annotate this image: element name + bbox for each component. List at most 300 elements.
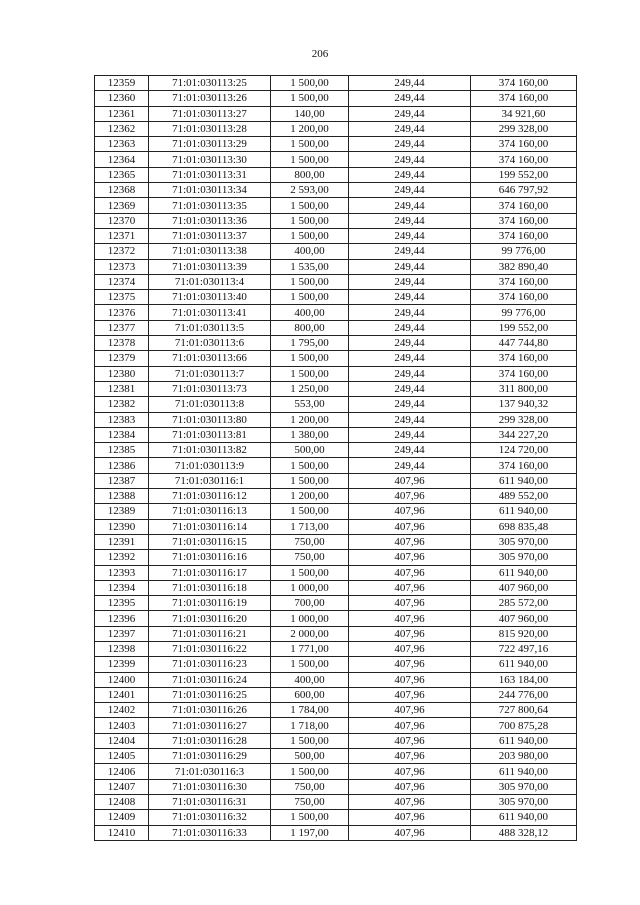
- cadastral-value-cell: 244 776,00: [471, 687, 577, 702]
- area-cell: 1 000,00: [271, 580, 349, 595]
- row-number-cell: 12363: [95, 137, 149, 152]
- table-row: [95, 244, 577, 259]
- cadastral-value-cell: 407 960,00: [471, 611, 577, 626]
- table-row: [95, 228, 577, 243]
- row-number-cell: 12410: [95, 825, 149, 840]
- area-cell: 1 500,00: [271, 565, 349, 580]
- cadastral-number-cell: 71:01:030116:21: [149, 626, 271, 641]
- area-cell: 500,00: [271, 749, 349, 764]
- table-row: [95, 519, 577, 534]
- area-cell: 400,00: [271, 672, 349, 687]
- row-number-cell: 12391: [95, 534, 149, 549]
- cadastral-number-cell: 71:01:030116:13: [149, 504, 271, 519]
- cadastral-value-cell: 99 776,00: [471, 305, 577, 320]
- cadastral-value-cell: 203 980,00: [471, 749, 577, 764]
- specific-value-cell: 407,96: [349, 580, 471, 595]
- cadastral-value-cell: 700 875,28: [471, 718, 577, 733]
- cadastral-number-cell: 71:01:030116:32: [149, 810, 271, 825]
- cadastral-number-cell: 71:01:030113:82: [149, 443, 271, 458]
- cadastral-number-cell: 71:01:030113:81: [149, 427, 271, 442]
- table-row: [95, 794, 577, 809]
- row-number-cell: 12369: [95, 198, 149, 213]
- row-number-cell: 12383: [95, 412, 149, 427]
- table-row: [95, 443, 577, 458]
- table-row: [95, 764, 577, 779]
- cadastral-number-cell: 71:01:030113:5: [149, 320, 271, 335]
- cadastral-number-cell: 71:01:030113:40: [149, 290, 271, 305]
- specific-value-cell: 249,44: [349, 320, 471, 335]
- specific-value-cell: 249,44: [349, 183, 471, 198]
- cadastral-value-cell: 611 940,00: [471, 764, 577, 779]
- specific-value-cell: 407,96: [349, 657, 471, 672]
- area-cell: 1 500,00: [271, 274, 349, 289]
- specific-value-cell: 407,96: [349, 733, 471, 748]
- specific-value-cell: 249,44: [349, 137, 471, 152]
- table-row: [95, 733, 577, 748]
- cadastral-value-cell: 374 160,00: [471, 274, 577, 289]
- area-cell: 1 500,00: [271, 733, 349, 748]
- cadastral-number-cell: 71:01:030116:3: [149, 764, 271, 779]
- table-row: [95, 274, 577, 289]
- area-cell: 1 200,00: [271, 121, 349, 136]
- area-cell: 1 500,00: [271, 137, 349, 152]
- table-row: [95, 779, 577, 794]
- table-row: [95, 397, 577, 412]
- area-cell: 400,00: [271, 305, 349, 320]
- row-number-cell: 12386: [95, 458, 149, 473]
- table-row: [95, 580, 577, 595]
- specific-value-cell: 407,96: [349, 596, 471, 611]
- specific-value-cell: 407,96: [349, 825, 471, 840]
- cadastral-value-cell: 374 160,00: [471, 91, 577, 106]
- row-number-cell: 12399: [95, 657, 149, 672]
- specific-value-cell: 407,96: [349, 611, 471, 626]
- cadastral-value-cell: 34 921,60: [471, 106, 577, 121]
- area-cell: 1 500,00: [271, 91, 349, 106]
- specific-value-cell: 407,96: [349, 687, 471, 702]
- cadastral-value-cell: 382 890,40: [471, 259, 577, 274]
- cadastral-value-cell: 815 920,00: [471, 626, 577, 641]
- cadastral-value-cell: 299 328,00: [471, 121, 577, 136]
- area-cell: 750,00: [271, 779, 349, 794]
- cadastral-value-cell: 374 160,00: [471, 366, 577, 381]
- cadastral-value-cell: 611 940,00: [471, 657, 577, 672]
- cadastral-number-cell: 71:01:030113:80: [149, 412, 271, 427]
- specific-value-cell: 407,96: [349, 672, 471, 687]
- cadastral-value-cell: 137 940,32: [471, 397, 577, 412]
- area-cell: 1 200,00: [271, 412, 349, 427]
- cadastral-number-cell: 71:01:030113:6: [149, 336, 271, 351]
- cadastral-number-cell: 71:01:030116:16: [149, 550, 271, 565]
- cadastral-number-cell: 71:01:030116:33: [149, 825, 271, 840]
- table-row: [95, 810, 577, 825]
- row-number-cell: 12405: [95, 749, 149, 764]
- cadastral-number-cell: 71:01:030113:39: [149, 259, 271, 274]
- specific-value-cell: 249,44: [349, 290, 471, 305]
- specific-value-cell: 407,96: [349, 718, 471, 733]
- row-number-cell: 12381: [95, 381, 149, 396]
- row-number-cell: 12380: [95, 366, 149, 381]
- area-cell: 2 593,00: [271, 183, 349, 198]
- specific-value-cell: 407,96: [349, 504, 471, 519]
- cadastral-number-cell: 71:01:030113:7: [149, 366, 271, 381]
- table-row: [95, 565, 577, 580]
- cadastral-value-cell: 299 328,00: [471, 412, 577, 427]
- table-row: [95, 381, 577, 396]
- table-row: [95, 626, 577, 641]
- cadastral-value-cell: 374 160,00: [471, 213, 577, 228]
- table-row: [95, 504, 577, 519]
- row-number-cell: 12401: [95, 687, 149, 702]
- area-cell: 800,00: [271, 320, 349, 335]
- area-cell: 1 500,00: [271, 213, 349, 228]
- cadastral-value-cell: 199 552,00: [471, 320, 577, 335]
- table-row: [95, 412, 577, 427]
- cadastral-value-cell: 311 800,00: [471, 381, 577, 396]
- row-number-cell: 12382: [95, 397, 149, 412]
- area-cell: 1 197,00: [271, 825, 349, 840]
- cadastral-number-cell: 71:01:030116:15: [149, 534, 271, 549]
- area-cell: 2 000,00: [271, 626, 349, 641]
- page-number: 206: [311, 48, 329, 60]
- area-cell: 1 500,00: [271, 76, 349, 91]
- cadastral-number-cell: 71:01:030113:28: [149, 121, 271, 136]
- area-cell: 700,00: [271, 596, 349, 611]
- cadastral-value-cell: 611 940,00: [471, 473, 577, 488]
- row-number-cell: 12403: [95, 718, 149, 733]
- specific-value-cell: 407,96: [349, 779, 471, 794]
- table-row: [95, 641, 577, 656]
- cadastral-number-cell: 71:01:030113:8: [149, 397, 271, 412]
- cadastral-value-cell: 488 328,12: [471, 825, 577, 840]
- cadastral-value-cell: 722 497,16: [471, 641, 577, 656]
- table-row: [95, 687, 577, 702]
- cadastral-number-cell: 71:01:030116:31: [149, 794, 271, 809]
- specific-value-cell: 249,44: [349, 412, 471, 427]
- row-number-cell: 12388: [95, 489, 149, 504]
- area-cell: 1 500,00: [271, 366, 349, 381]
- specific-value-cell: 249,44: [349, 76, 471, 91]
- row-number-cell: 12398: [95, 641, 149, 656]
- area-cell: 800,00: [271, 167, 349, 182]
- table-row: [95, 320, 577, 335]
- table-row: [95, 611, 577, 626]
- cadastral-number-cell: 71:01:030116:17: [149, 565, 271, 580]
- cadastral-value-cell: 305 970,00: [471, 534, 577, 549]
- area-cell: 1 500,00: [271, 764, 349, 779]
- area-cell: 1 500,00: [271, 228, 349, 243]
- table-row: [95, 489, 577, 504]
- specific-value-cell: 249,44: [349, 198, 471, 213]
- cadastral-value-cell: 374 160,00: [471, 351, 577, 366]
- cadastral-value-cell: 374 160,00: [471, 458, 577, 473]
- cadastral-value-cell: 163 184,00: [471, 672, 577, 687]
- specific-value-cell: 249,44: [349, 91, 471, 106]
- cadastral-number-cell: 71:01:030116:27: [149, 718, 271, 733]
- row-number-cell: 12361: [95, 106, 149, 121]
- cadastral-number-cell: 71:01:030113:66: [149, 351, 271, 366]
- table-row: [95, 657, 577, 672]
- cadastral-value-cell: 305 970,00: [471, 550, 577, 565]
- specific-value-cell: 249,44: [349, 305, 471, 320]
- specific-value-cell: 249,44: [349, 274, 471, 289]
- row-number-cell: 12387: [95, 473, 149, 488]
- table-row: [95, 473, 577, 488]
- cadastral-value-cell: 374 160,00: [471, 137, 577, 152]
- specific-value-cell: 249,44: [349, 351, 471, 366]
- area-cell: 553,00: [271, 397, 349, 412]
- specific-value-cell: 249,44: [349, 152, 471, 167]
- area-cell: 1 771,00: [271, 641, 349, 656]
- cadastral-number-cell: 71:01:030113:41: [149, 305, 271, 320]
- table-row: [95, 259, 577, 274]
- cadastral-number-cell: 71:01:030116:26: [149, 703, 271, 718]
- row-number-cell: 12362: [95, 121, 149, 136]
- row-number-cell: 12396: [95, 611, 149, 626]
- cadastral-number-cell: 71:01:030116:30: [149, 779, 271, 794]
- cadastral-number-cell: 71:01:030116:12: [149, 489, 271, 504]
- area-cell: 1 795,00: [271, 336, 349, 351]
- cadastral-number-cell: 71:01:030116:28: [149, 733, 271, 748]
- cadastral-value-cell: 199 552,00: [471, 167, 577, 182]
- area-cell: 1 500,00: [271, 810, 349, 825]
- row-number-cell: 12379: [95, 351, 149, 366]
- specific-value-cell: 249,44: [349, 106, 471, 121]
- cadastral-value-cell: 305 970,00: [471, 794, 577, 809]
- cadastral-number-cell: 71:01:030116:1: [149, 473, 271, 488]
- cadastral-number-cell: 71:01:030116:29: [149, 749, 271, 764]
- table-row: [95, 305, 577, 320]
- table-row: [95, 749, 577, 764]
- cadastral-number-cell: 71:01:030113:29: [149, 137, 271, 152]
- area-cell: 1 200,00: [271, 489, 349, 504]
- cadastral-value-cell: 611 940,00: [471, 733, 577, 748]
- cadastral-value-cell: 374 160,00: [471, 198, 577, 213]
- row-number-cell: 12370: [95, 213, 149, 228]
- area-cell: 1 500,00: [271, 290, 349, 305]
- cadastral-value-cell: 407 960,00: [471, 580, 577, 595]
- row-number-cell: 12408: [95, 794, 149, 809]
- specific-value-cell: 407,96: [349, 534, 471, 549]
- table-row: [95, 121, 577, 136]
- area-cell: 1 500,00: [271, 504, 349, 519]
- cadastral-number-cell: 71:01:030113:73: [149, 381, 271, 396]
- specific-value-cell: 407,96: [349, 519, 471, 534]
- area-cell: 1 500,00: [271, 351, 349, 366]
- table-row: [95, 198, 577, 213]
- cadastral-number-cell: 71:01:030116:25: [149, 687, 271, 702]
- cadastral-number-cell: 71:01:030116:22: [149, 641, 271, 656]
- row-number-cell: 12360: [95, 91, 149, 106]
- area-cell: 1 718,00: [271, 718, 349, 733]
- table-row: [95, 703, 577, 718]
- specific-value-cell: 407,96: [349, 565, 471, 580]
- area-cell: 500,00: [271, 443, 349, 458]
- row-number-cell: 12373: [95, 259, 149, 274]
- area-cell: 750,00: [271, 794, 349, 809]
- table-row: [95, 213, 577, 228]
- area-cell: 1 535,00: [271, 259, 349, 274]
- area-cell: 1 500,00: [271, 473, 349, 488]
- cadastral-number-cell: 71:01:030113:34: [149, 183, 271, 198]
- specific-value-cell: 249,44: [349, 397, 471, 412]
- area-cell: 1 500,00: [271, 458, 349, 473]
- specific-value-cell: 249,44: [349, 244, 471, 259]
- row-number-cell: 12407: [95, 779, 149, 794]
- specific-value-cell: 249,44: [349, 121, 471, 136]
- cadastral-value-cell: 305 970,00: [471, 779, 577, 794]
- cadastral-number-cell: 71:01:030113:27: [149, 106, 271, 121]
- specific-value-cell: 407,96: [349, 703, 471, 718]
- row-number-cell: 12364: [95, 152, 149, 167]
- table-row: [95, 672, 577, 687]
- row-number-cell: 12406: [95, 764, 149, 779]
- area-cell: 600,00: [271, 687, 349, 702]
- cadastral-value-cell: 99 776,00: [471, 244, 577, 259]
- area-cell: 140,00: [271, 106, 349, 121]
- table-row: [95, 106, 577, 121]
- cadastral-value-cell: 374 160,00: [471, 290, 577, 305]
- cadastral-value-cell: 374 160,00: [471, 152, 577, 167]
- table-row: [95, 550, 577, 565]
- area-cell: 400,00: [271, 244, 349, 259]
- table-row: [95, 458, 577, 473]
- cadastral-value-cell: 727 800,64: [471, 703, 577, 718]
- cadastral-number-cell: 71:01:030113:36: [149, 213, 271, 228]
- row-number-cell: 12397: [95, 626, 149, 641]
- cadastral-number-cell: 71:01:030113:38: [149, 244, 271, 259]
- table-row: [95, 91, 577, 106]
- cadastral-value-cell: 646 797,92: [471, 183, 577, 198]
- specific-value-cell: 407,96: [349, 489, 471, 504]
- cadastral-number-cell: 71:01:030113:4: [149, 274, 271, 289]
- row-number-cell: 12394: [95, 580, 149, 595]
- row-number-cell: 12404: [95, 733, 149, 748]
- row-number-cell: 12378: [95, 336, 149, 351]
- cadastral-value-cell: 374 160,00: [471, 76, 577, 91]
- row-number-cell: 12384: [95, 427, 149, 442]
- cadastral-value-cell: 285 572,00: [471, 596, 577, 611]
- specific-value-cell: 407,96: [349, 764, 471, 779]
- area-cell: 1 250,00: [271, 381, 349, 396]
- row-number-cell: 12390: [95, 519, 149, 534]
- specific-value-cell: 407,96: [349, 550, 471, 565]
- table-row: [95, 137, 577, 152]
- row-number-cell: 12389: [95, 504, 149, 519]
- table-row: [95, 534, 577, 549]
- cadastral-number-cell: 71:01:030116:18: [149, 580, 271, 595]
- cadastral-number-cell: 71:01:030116:19: [149, 596, 271, 611]
- row-number-cell: 12395: [95, 596, 149, 611]
- row-number-cell: 12365: [95, 167, 149, 182]
- row-number-cell: 12359: [95, 76, 149, 91]
- row-number-cell: 12377: [95, 320, 149, 335]
- cadastral-number-cell: 71:01:030113:37: [149, 228, 271, 243]
- table-row: [95, 596, 577, 611]
- table-row: [95, 290, 577, 305]
- area-cell: 1 713,00: [271, 519, 349, 534]
- area-cell: 1 500,00: [271, 198, 349, 213]
- specific-value-cell: 249,44: [349, 228, 471, 243]
- specific-value-cell: 249,44: [349, 458, 471, 473]
- area-cell: 750,00: [271, 550, 349, 565]
- row-number-cell: 12385: [95, 443, 149, 458]
- row-number-cell: 12368: [95, 183, 149, 198]
- table-body: [95, 76, 577, 841]
- cadastral-value-cell: 124 720,00: [471, 443, 577, 458]
- table-row: [95, 427, 577, 442]
- specific-value-cell: 249,44: [349, 336, 471, 351]
- row-number-cell: 12393: [95, 565, 149, 580]
- row-number-cell: 12376: [95, 305, 149, 320]
- cadastral-value-cell: 698 835,48: [471, 519, 577, 534]
- area-cell: 1 000,00: [271, 611, 349, 626]
- specific-value-cell: 249,44: [349, 443, 471, 458]
- row-number-cell: 12400: [95, 672, 149, 687]
- cadastral-value-cell: 447 744,80: [471, 336, 577, 351]
- row-number-cell: 12374: [95, 274, 149, 289]
- table-row: [95, 183, 577, 198]
- cadastral-value-cell: 611 940,00: [471, 810, 577, 825]
- cadastral-value-cell: 611 940,00: [471, 504, 577, 519]
- area-cell: 1 500,00: [271, 657, 349, 672]
- cadastral-value-table: [94, 75, 577, 841]
- specific-value-cell: 407,96: [349, 810, 471, 825]
- row-number-cell: 12371: [95, 228, 149, 243]
- specific-value-cell: 249,44: [349, 213, 471, 228]
- specific-value-cell: 249,44: [349, 381, 471, 396]
- cadastral-number-cell: 71:01:030113:31: [149, 167, 271, 182]
- cadastral-value-cell: 489 552,00: [471, 489, 577, 504]
- specific-value-cell: 249,44: [349, 167, 471, 182]
- cadastral-value-cell: 611 940,00: [471, 565, 577, 580]
- row-number-cell: 12402: [95, 703, 149, 718]
- row-number-cell: 12392: [95, 550, 149, 565]
- cadastral-number-cell: 71:01:030113:30: [149, 152, 271, 167]
- row-number-cell: 12375: [95, 290, 149, 305]
- cadastral-number-cell: 71:01:030113:26: [149, 91, 271, 106]
- specific-value-cell: 407,96: [349, 641, 471, 656]
- specific-value-cell: 407,96: [349, 794, 471, 809]
- cadastral-number-cell: 71:01:030116:23: [149, 657, 271, 672]
- specific-value-cell: 407,96: [349, 626, 471, 641]
- table-row: [95, 825, 577, 840]
- area-cell: 750,00: [271, 534, 349, 549]
- cadastral-number-cell: 71:01:030116:20: [149, 611, 271, 626]
- table-row: [95, 366, 577, 381]
- table-row: [95, 336, 577, 351]
- table-row: [95, 351, 577, 366]
- table-row: [95, 718, 577, 733]
- cadastral-number-cell: 71:01:030113:35: [149, 198, 271, 213]
- cadastral-number-cell: 71:01:030113:25: [149, 76, 271, 91]
- cadastral-number-cell: 71:01:030116:24: [149, 672, 271, 687]
- cadastral-value-cell: 344 227,20: [471, 427, 577, 442]
- cadastral-number-cell: 71:01:030116:14: [149, 519, 271, 534]
- area-cell: 1 500,00: [271, 152, 349, 167]
- table-row: [95, 167, 577, 182]
- specific-value-cell: 249,44: [349, 259, 471, 274]
- table-row: [95, 76, 577, 91]
- cadastral-value-cell: 374 160,00: [471, 228, 577, 243]
- cadastral-number-cell: 71:01:030113:9: [149, 458, 271, 473]
- row-number-cell: 12409: [95, 810, 149, 825]
- area-cell: 1 380,00: [271, 427, 349, 442]
- table-row: [95, 152, 577, 167]
- specific-value-cell: 407,96: [349, 473, 471, 488]
- area-cell: 1 784,00: [271, 703, 349, 718]
- specific-value-cell: 249,44: [349, 366, 471, 381]
